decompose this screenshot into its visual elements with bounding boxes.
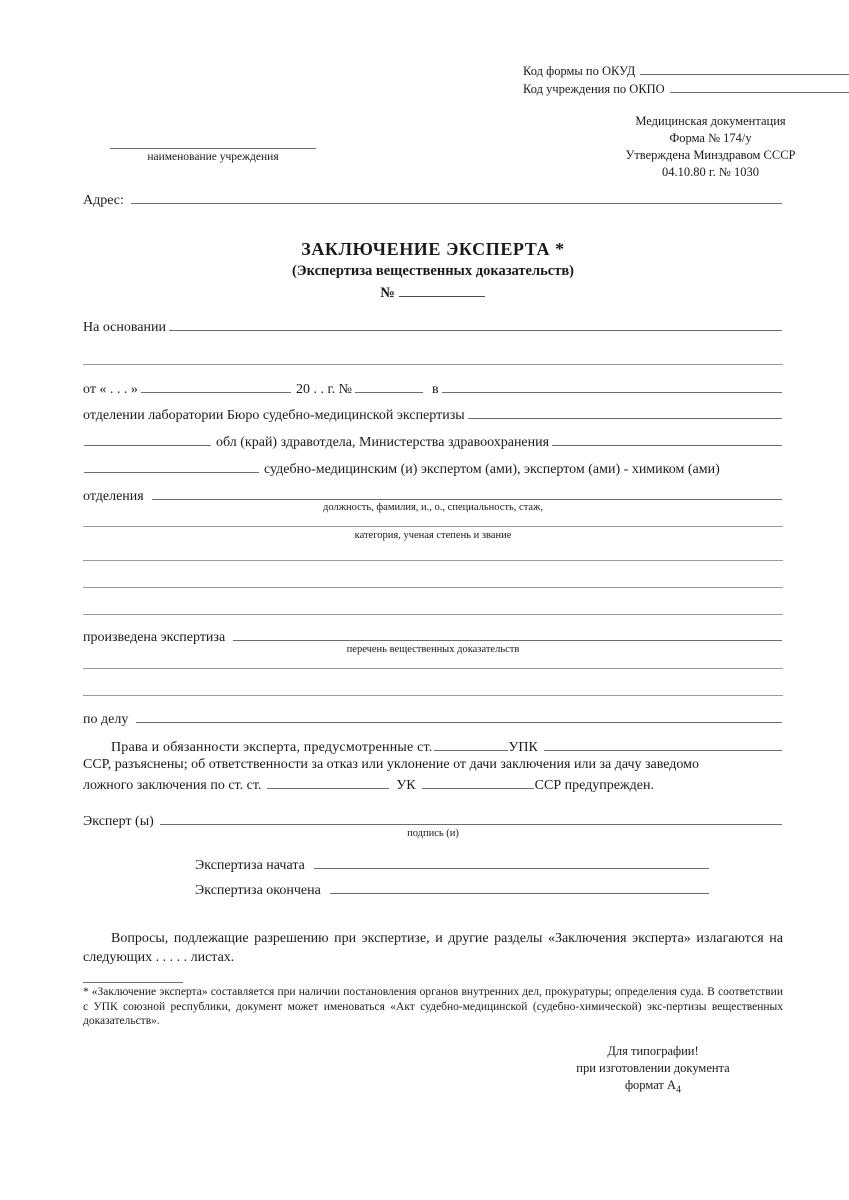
rights-label-uk: УК (396, 777, 416, 793)
form-meta-block (553, 113, 849, 181)
case-input-line[interactable] (136, 710, 782, 723)
department-input-line-2[interactable] (552, 433, 782, 446)
form-codes-block (523, 62, 849, 98)
department-extra-line-3[interactable] (83, 587, 783, 588)
basis-continuation-line[interactable] (83, 364, 783, 365)
examination-extra-line-2[interactable] (83, 695, 783, 696)
department-extra-line-1[interactable] (83, 526, 783, 527)
date-in-label: в (431, 381, 439, 397)
form-meta-line-1: Медицинская документация (635, 114, 786, 128)
basis-row (83, 318, 783, 336)
date-row (83, 380, 783, 398)
footnote-marker: * (83, 986, 89, 998)
footnote-block (83, 985, 783, 1029)
address-label: Адрес: (83, 192, 124, 208)
rights-row-3 (83, 776, 783, 794)
case-row (83, 710, 783, 728)
form-meta-line-4: 04.10.80 г. № 1030 (662, 165, 759, 179)
examination-caption: перечень вещественных доказательств (346, 644, 520, 655)
institution-caption: наименование учреждения (147, 151, 279, 163)
date-number-input-line[interactable] (355, 380, 423, 393)
document-number-input-line[interactable] (399, 284, 485, 297)
paper-format-label: формат А (624, 1078, 677, 1092)
basis-input-line[interactable] (169, 318, 782, 331)
title-block (83, 238, 783, 303)
department-label-4: отделения (83, 488, 144, 504)
date-year-label: 20 . . г. № (295, 381, 352, 397)
department-caption-2: категория, ученая степень и звание (354, 530, 512, 541)
department-region-input-line[interactable] (84, 433, 211, 446)
page-subtitle: (Экспертиза вещественных доказательств) (291, 263, 575, 279)
okud-code-row (523, 62, 849, 80)
rights-label-1a: Права и обязанности эксперта, предусмотренные ст. (111, 739, 433, 755)
department-input-line-1[interactable] (468, 406, 782, 419)
exam-finished-row (195, 881, 710, 899)
printing-note-block (523, 1043, 783, 1099)
exam-started-input-line[interactable] (314, 856, 709, 869)
rights-row-2: ССР, разъяснены; об ответственности за отказ или уклонение от дачи заключения или за дачу заведомо (83, 757, 700, 772)
document-number-label: № (380, 285, 395, 301)
exam-finished-label: Экспертиза окончена (195, 882, 321, 898)
expert-signature-caption: подпись (и) (407, 828, 459, 839)
department-extra-line-2[interactable] (83, 560, 783, 561)
department-row-1 (83, 406, 783, 424)
rights-label-3a: ложного заключения по ст. ст. (83, 777, 262, 793)
document-number-row (83, 281, 783, 303)
footnote-text: «Заключение эксперта» составляется при наличии постановления органов внутренних дел, прокуратуры; определения суда. В соответствии с УПК союзной республики, документ может именоваться «Акт судебно-медицинской (судебно-химической) экс-пертизы вещественных доказательств». (83, 986, 783, 1027)
date-prefix-label: от « . . . » (83, 381, 138, 397)
printing-note-line-1: Для типографии! (607, 1044, 699, 1058)
rights-uk-article-input-line[interactable] (267, 776, 389, 789)
examination-extra-line-1[interactable] (83, 668, 783, 669)
form-meta-line-3: Утверждена Минздравом СССР (625, 148, 796, 162)
exam-started-label: Экспертиза начата (195, 857, 305, 873)
expert-signature-input-line[interactable] (160, 812, 782, 825)
department-caption-1: должность, фамилия, и., о., специальность, стаж, (323, 502, 543, 513)
printing-note-line-2: при изготовлении документа (576, 1061, 730, 1075)
rights-label-3c: ССР предупрежден. (534, 777, 654, 793)
footnote-separator (83, 982, 183, 983)
expert-label: Эксперт (ы) (83, 813, 154, 829)
exam-started-row (195, 856, 710, 874)
department-row-2 (83, 433, 783, 451)
rights-upk-republic-input-line[interactable] (544, 738, 782, 751)
document-sheet (83, 0, 796, 1200)
rights-label-upk: УПК (508, 739, 538, 755)
paper-format-sub: 4 (676, 1084, 682, 1096)
department-expert-input-line[interactable] (84, 460, 259, 473)
examination-input-line[interactable] (233, 628, 782, 641)
form-meta-line-2: Форма № 174/у (669, 131, 752, 145)
rights-uk-republic-input-line[interactable] (422, 776, 534, 789)
closing-paragraph: Вопросы, подлежащие разрешению при экспертизе, и другие разделы «Заключения эксперта» излагаются на следующих . . . . . листах. (83, 931, 783, 965)
okpo-code-row (523, 80, 849, 98)
rights-row-1 (83, 738, 783, 756)
basis-label: На основании (83, 319, 166, 335)
okud-input-line[interactable] (640, 63, 849, 75)
exam-finished-input-line[interactable] (330, 881, 709, 894)
okpo-label: Код учреждения по ОКПО (523, 82, 665, 96)
department-row-3 (83, 460, 783, 478)
rights-upk-article-input-line[interactable] (434, 738, 508, 751)
page-title: ЗАКЛЮЧЕНИЕ ЭКСПЕРТА * (301, 239, 565, 259)
address-input-line[interactable] (131, 191, 782, 204)
examination-label: произведена экспертиза (83, 629, 226, 645)
okud-label: Код формы по ОКУД (523, 64, 636, 78)
okpo-input-line[interactable] (670, 81, 849, 93)
case-label: по делу (83, 711, 129, 727)
address-row (83, 191, 783, 209)
date-month-input-line[interactable] (141, 380, 291, 393)
department-extra-line-4[interactable] (83, 614, 783, 615)
department-label-1: отделении лаборатории Бюро судебно-медицинской экспертизы (83, 407, 465, 423)
institution-block (110, 148, 316, 163)
department-input-line-4[interactable] (152, 487, 782, 500)
printing-note-line-3 (523, 1077, 783, 1099)
date-in-input-line[interactable] (442, 380, 782, 393)
department-label-2: обл (край) здравотдела, Министерства здравоохранения (216, 434, 550, 450)
department-label-3: судебно-медицинским (и) экспертом (ами), экспертом (ами) - химиком (ами) (264, 461, 720, 477)
